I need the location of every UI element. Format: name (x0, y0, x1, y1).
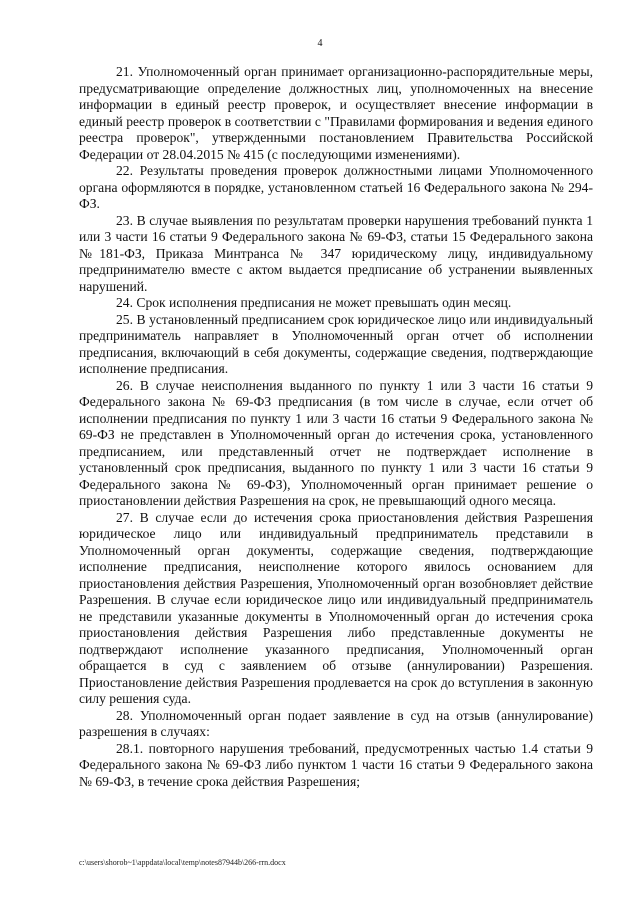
footer-file-path: c:\users\shorob~1\appdata\local\temp\notes87944b\266-rrn.docx (79, 858, 286, 867)
document-body (79, 64, 593, 790)
paragraph-25: 25. В установленный предписанием срок юридическое лицо или индивидуальный предприниматель направляет в Уполномоченный орган отчет об исполнении предписания, включающий в себя документы, содержащие сведения, подтверждающие исполнение предписания. (79, 311, 593, 376)
paragraph-22: 22. Результаты проведения проверок должностными лицами Уполномоченного органа оформляются в порядке, установленном статьей 16 Федерального закона № 294-ФЗ. (79, 163, 593, 211)
paragraph-28: 28. Уполномоченный орган подает заявление в суд на отзыв (аннулирование) разрешения в случаях: (79, 707, 593, 739)
paragraph-23: 23. В случае выявления по результатам проверки нарушения требований пункта 1 или 3 части 16 статьи 9 Федерального закона № 69-ФЗ, статьи 15 Федерального закона №181-ФЗ, Приказа Минтранса № 347 юридическому лицу, индивидуальному предпринимателю вместе с актом выдается предписание об устранении выявленных нарушений. (79, 212, 593, 294)
paragraph-26: 26. В случае неисполнения выданного по пункту 1 или 3 части 16 статьи 9 Федерального закона № 69-ФЗ предписания (в том числе в случае, если отчет об исполнении предписания по пункту 1 или 3 части 16 статьи 9 Федерального закона № 69-ФЗ не представлен в Уполномоченный орган до истечения срока, установленного предписанием, или представленный отчет не подтверждает исполнение в установленный срок предписания, выданного по пункту 1 или 3 части 16 статьи 9 Федерального закона № 69-ФЗ), Уполномоченный орган принимает решение о приостановлении действия Разрешения на срок, не превышающий одного месяца. (79, 377, 593, 508)
paragraph-28-1: 28.1. повторного нарушения требований, предусмотренных частью 1.4 статьи 9 Федерального закона № 69-ФЗ либо пунктом 1 части 16 статьи 9 Федерального закона № 69-ФЗ, в течение срока действия Разрешения; (79, 740, 593, 789)
paragraph-27: 27. В случае если до истечения срока приостановления действия Разрешения юридическое лицо или индивидуальный предприниматель представили в Уполномоченный орган документы, содержащие сведения, подтверждающие исполнение предписания, неисполнение которого явилось основанием для приостановления действия Разрешения, Уполномоченный орган возобновляет действие Разрешения. В случае если юридическое лицо или индивидуальный предприниматель не представили указанные документы в Уполномоченный орган до истечения срока приостановления действия Разрешения либо представленные документы не подтверждают исполнение указанного предписания, Уполномоченный орган обращается в суд с заявлением об отзыве (аннулировании) Разрешения. Приостановление действия Разрешения продлевается на срок до вступления в законную силу решения суда. (79, 509, 593, 706)
page-number: 4 (317, 38, 323, 49)
paragraph-21: 21. Уполномоченный орган принимает организационно-распорядительные меры, предусматривающие определение должностных лиц, уполномоченных на внесение информации в единый реестр проверок, и осуществляет внесение информации в единый реестр проверок в соответствии с "Правилами формирования и ведения единого реестра проверок", утвержденными постановлением Правительства Российской Федерации от 28.04.2015 № 415 (с последующими изменениями). (79, 64, 593, 162)
paragraph-24: 24. Срок исполнения предписания не может превышать один месяц. (116, 295, 512, 310)
